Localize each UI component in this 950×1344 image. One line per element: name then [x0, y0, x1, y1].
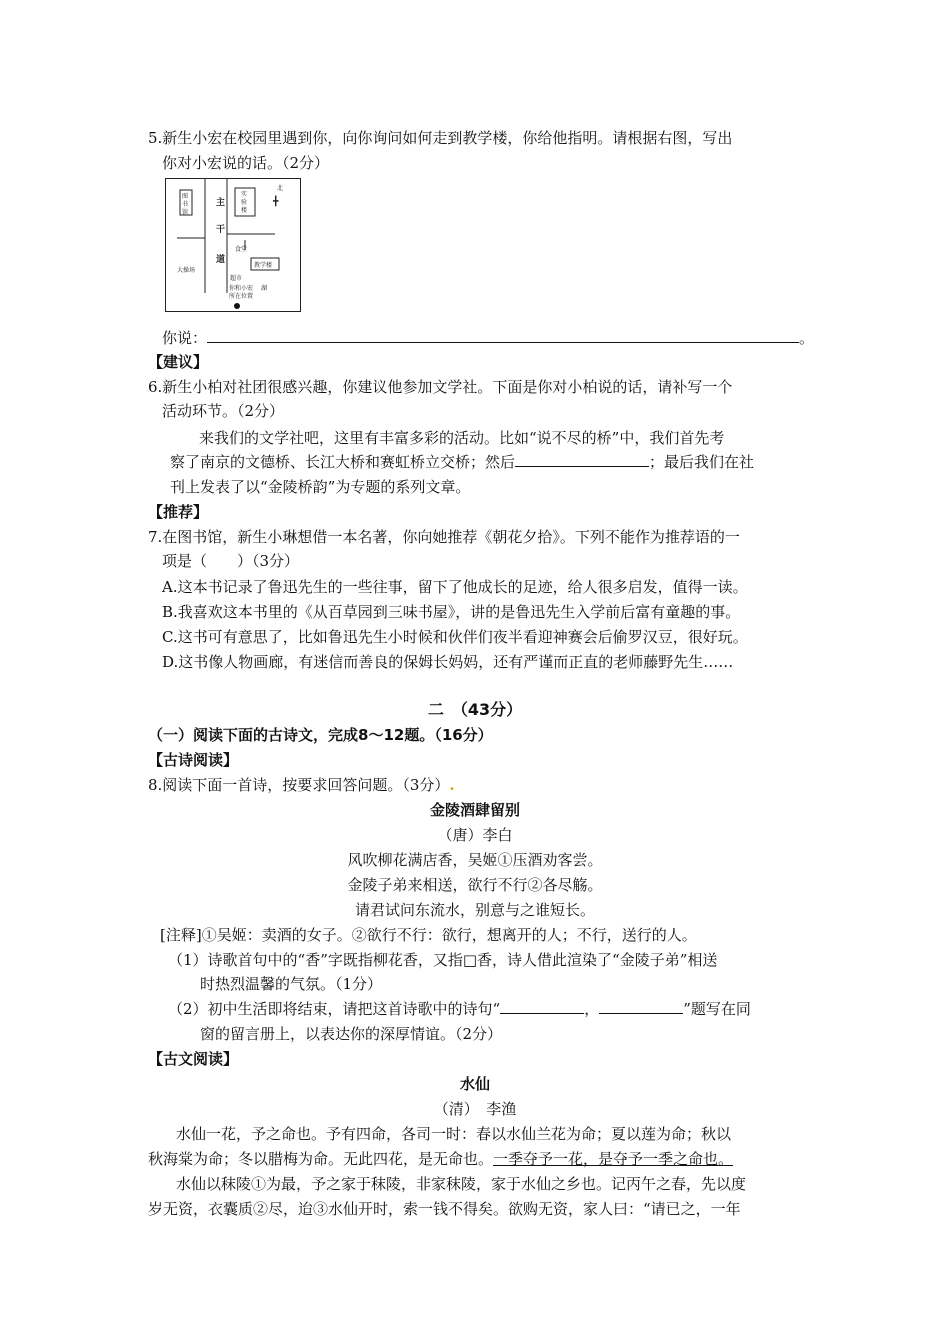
q8-sub1-line2: 时热烈温馨的气氛。（1分） [200, 975, 383, 993]
svg-text:书: 书 [182, 201, 189, 208]
section-recommend: 【推荐】 [148, 503, 209, 521]
part2-sub1: （一）阅读下面的古诗文，完成8～12题。（16分） [148, 726, 493, 744]
q5-line1: 5.新生小宏在校园里遇到你，向你询问如何走到教学楼，你给他指明。请根据右图，写出 [148, 129, 733, 147]
q8-sub2-line2: 窗的留言册上，以表达你的深厚情谊。（2分） [200, 1025, 503, 1043]
q7-line1: 7.在图书馆，新生小琳想借一本名著，你向她推荐《朝花夕拾》。下列不能作为推荐语的一 [148, 528, 740, 546]
poem-title: 金陵酒肆留别 [429, 801, 520, 819]
prose-line-2: 秋海棠为命；冬以腊梅为命。无此四花，是无命也。一季夺予一花，是夺予一季之命也。 [148, 1150, 734, 1168]
position-dot-icon [234, 303, 240, 309]
answer-label: 你说： [162, 329, 208, 347]
section-suggest: 【建议】 [148, 353, 209, 371]
q5-answer-line: 你说： 。 [162, 329, 815, 347]
prose-line-1: 水仙一花，予之命也。予有四命，各司一时：春以水仙兰花为命；夏以莲为命；秋以 [176, 1125, 732, 1143]
map-playground: 大操场 [177, 267, 196, 274]
q7-line2: 项是（ ）（3分） [162, 552, 300, 570]
q6-para2: 察了南京的文德桥、长江大桥和赛虹桥立交桥；然后 ；最后我们在社 [170, 453, 755, 471]
svg-text:馆: 馆 [182, 209, 189, 216]
q7-option-b: B.我喜欢这本书里的《从百草园到三味书屋》，讲的是鲁迅先生入学前后富有童趣的事。 [162, 603, 741, 621]
q8-sub1-line1: （1）诗歌首句中的“香”字既指柳花香，又指□香，诗人借此渲染了“金陵子弟”相送 [168, 951, 718, 969]
prose-line-4: 岁无资，衣囊质②尽，迨③水仙开时，索一钱不得矣。欲购无资，家人曰：“请已之，一年 [148, 1200, 741, 1218]
map-lab: 实 [241, 191, 248, 198]
poem-line-3: 请君试问东流水，别意与之谁短长。 [354, 901, 595, 919]
q6-para1: 来我们的文学社吧，这里有丰富多彩的活动。比如“说不尽的桥”中，我们首先考 [199, 429, 725, 447]
q8-blank-1[interactable] [500, 999, 584, 1014]
q8-sub2-line1: （2）初中生活即将结束，请把这首诗歌中的诗句“ ， ”题写在同 [168, 1000, 751, 1018]
map-main-road-2: 干 [216, 225, 226, 235]
q7-option-a: A.这本书记录了鲁迅先生的一些往事，留下了他成长的足迹，给人很多启发，值得一读。 [162, 578, 748, 596]
svg-text:所在位置: 所在位置 [229, 293, 254, 300]
q7-option-c: C.这书可有意思了，比如鲁迅先生小时候和伙伴们夜半看迎神赛会后偷罗汉豆，很好玩。 [162, 628, 748, 646]
q5-line2: 你对小宏说的话。（2分） [162, 154, 330, 172]
map-canteen: 食堂 [235, 246, 248, 253]
map-main-road-3: 道 [216, 255, 226, 265]
poem-line-2: 金陵子弟来相送，欲行不行②各尽觞。 [347, 876, 603, 894]
map-main-road-1: 主 [216, 198, 226, 208]
north-mark-icon: ╋ [273, 197, 279, 207]
q7-option-d: D.这书像人物画廊，有迷信而善良的保姆长妈妈，还有严谨而正直的老师藤野先生…… [162, 653, 734, 671]
svg-text:验: 验 [241, 199, 248, 206]
map-library: 图 [182, 193, 189, 200]
section-poem: 【古诗阅读】 [148, 751, 239, 769]
map-teaching: 教学楼 [254, 262, 273, 269]
prose-author: （清） 李渔 [433, 1100, 517, 1118]
map-cafe: 超市 [230, 275, 243, 282]
q8-line: 8.阅读下面一首诗，按要求回答问题。（3分）. [148, 776, 455, 794]
q6-para3: 刊上发表了以“金陵桥韵”为专题的系列文章。 [170, 478, 471, 496]
part2-title: 二 （43分） [427, 700, 523, 719]
q6-line1: 6.新生小柏对社团很感兴趣，你建议他参加文学社。下面是你对小柏说的话，请补写一个 [148, 378, 733, 396]
map-lake: 湖 [261, 285, 268, 292]
map-north: 北 [277, 185, 284, 192]
poem-author: （唐）李白 [437, 826, 513, 844]
poem-note: [注释]①吴姬：卖酒的女子。②欲行不行：欲行，想离开的人；不行，送行的人。 [160, 926, 697, 944]
prose-line-3: 水仙以秣陵①为最，予之家于秣陵，非家秣陵，家于水仙之乡也。记丙午之春，先以度 [176, 1175, 747, 1193]
svg-text:你和小宏: 你和小宏 [229, 285, 254, 292]
q6-blank[interactable] [515, 452, 649, 467]
prose-title: 水仙 [459, 1075, 490, 1093]
svg-text:楼: 楼 [241, 207, 248, 214]
campus-map [165, 178, 302, 313]
answer-blank[interactable] [207, 328, 799, 343]
q8-blank-2[interactable] [599, 999, 683, 1014]
section-prose: 【古文阅读】 [148, 1050, 239, 1068]
poem-line-1: 风吹柳花满店香，吴姬①压酒劝客尝。 [347, 851, 603, 869]
prose-underlined: 一季夺予一花，是夺予一季之命也。 [493, 1150, 734, 1168]
q6-line2: 活动环节。（2分） [162, 402, 285, 420]
